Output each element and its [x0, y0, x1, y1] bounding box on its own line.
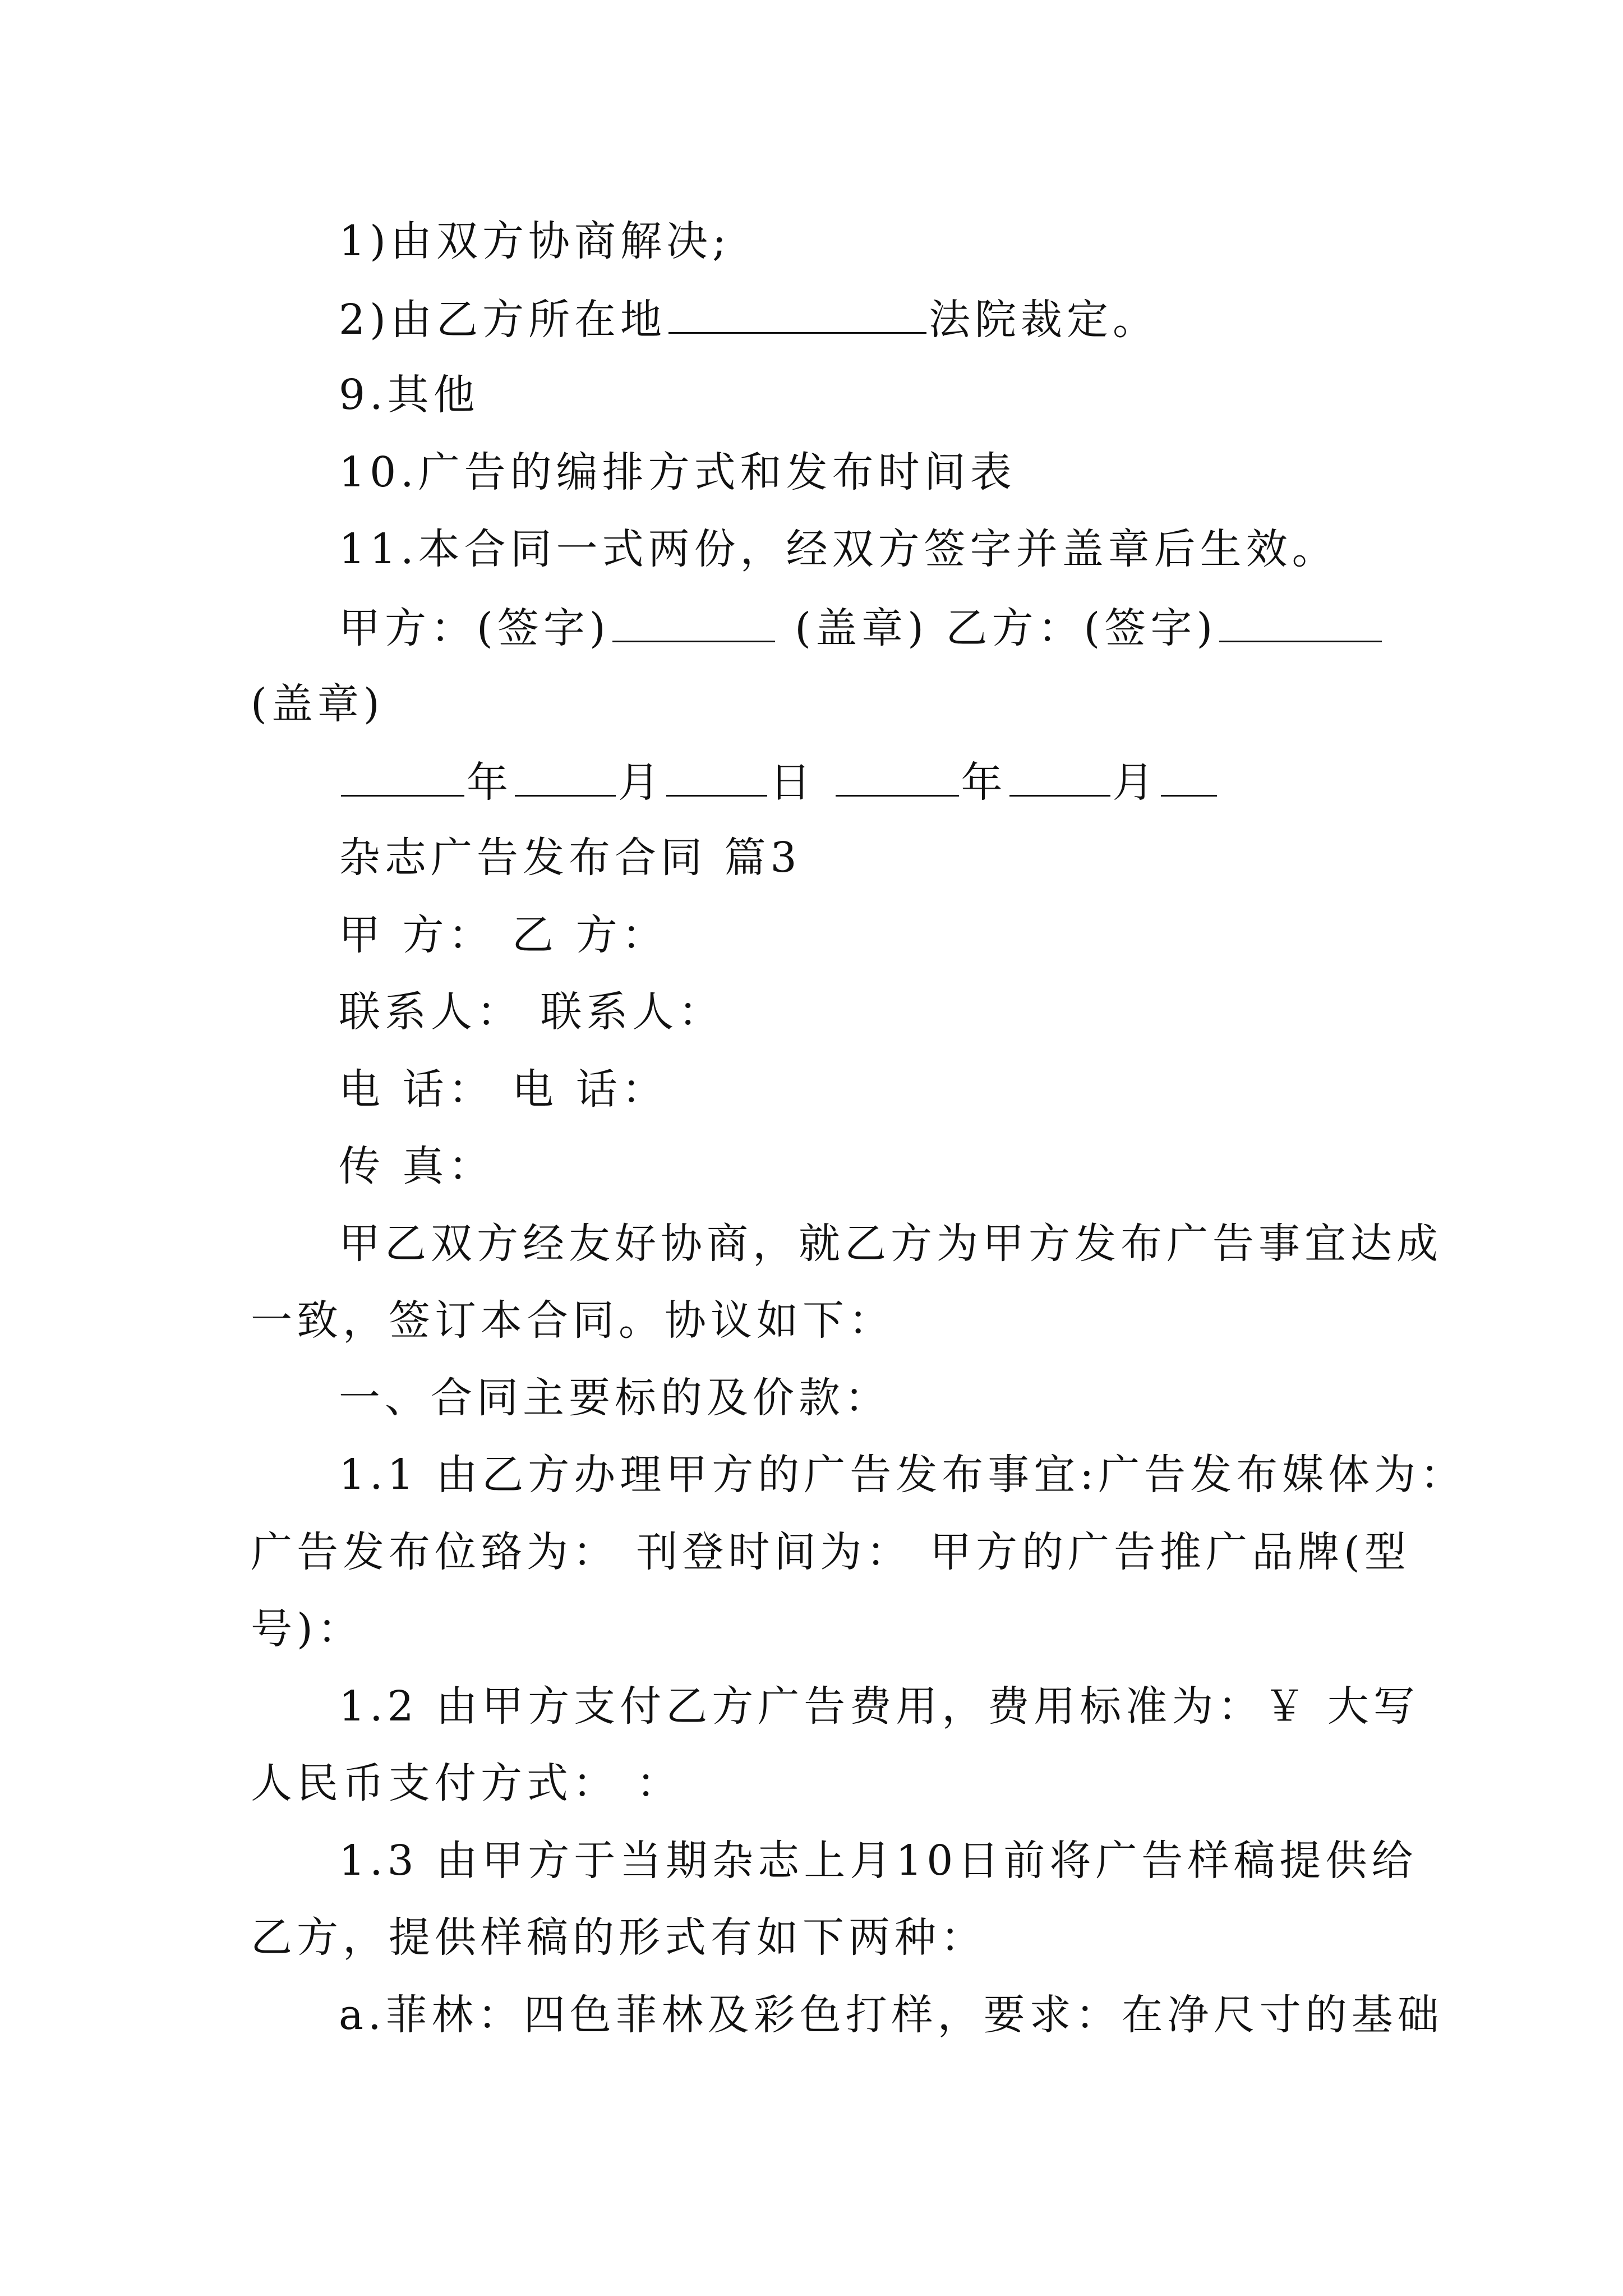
signature-label: (盖章) 乙方：(签字) [795, 604, 1218, 652]
clause-line: 1)由双方协商解决; [339, 217, 731, 265]
fill-blank [668, 297, 926, 334]
date-label: 月 [618, 758, 664, 807]
fill-blank [1009, 760, 1110, 797]
fill-blank [1219, 606, 1382, 642]
fill-blank [666, 760, 767, 797]
paragraph-line: 人民币支付方式： ： [251, 1759, 683, 1807]
paragraph-line: 号)： [251, 1605, 363, 1653]
fill-blank [836, 760, 959, 797]
date-label: 月 [1112, 758, 1159, 807]
date-label: 年 [961, 758, 1007, 807]
party-line: 电 话： 电 话： [339, 1065, 668, 1114]
party-line: 联系人： 联系人： [339, 988, 725, 1036]
paragraph-line: 1.3 由甲方于当期杂志上月10日前将广告样稿提供给 [339, 1837, 1418, 1885]
signature-label: 甲方：(签字) [339, 604, 610, 652]
section-heading: 一、合同主要标的及价款： [339, 1374, 891, 1422]
fill-blank [515, 760, 616, 797]
section-heading: 9.其他 [339, 371, 479, 419]
paragraph-line: 一致，签订本合同。协议如下： [251, 1296, 895, 1345]
fill-blank [612, 606, 775, 642]
section-heading: 10.广告的编排方式和发布时间表 [339, 448, 1016, 496]
fill-blank [341, 760, 464, 797]
clause-text: 2)由乙方所在地 [339, 296, 666, 344]
party-line: 甲 方： 乙 方： [339, 911, 668, 959]
date-label: 年 [467, 758, 513, 807]
paragraph-line: 1.2 由甲方支付乙方广告费用，费用标准为：￥ 大写 [339, 1682, 1419, 1731]
section-heading: 11.本合同一式两份，经双方签字并盖章后生效。 [339, 525, 1338, 573]
paragraph-line: a.菲林：四色菲林及彩色打样，要求：在净尺寸的基础 [339, 1991, 1444, 2039]
document-title: 杂志广告发布合同 篇3 [339, 834, 801, 882]
signature-line: (盖章) [251, 680, 384, 728]
paragraph-line: 乙方，提供样稿的形式有如下两种： [251, 1913, 986, 1962]
paragraph-line: 1.1 由乙方办理甲方的广告发布事宜:广告发布媒体为： [339, 1451, 1467, 1499]
clause-line [339, 296, 1159, 344]
clause-text: 法院裁定。 [928, 296, 1159, 344]
date-label: 日 [769, 758, 815, 807]
paragraph-line: 广告发布位臵为： 刊登时间为： 甲方的广告推广品牌(型 [251, 1528, 1410, 1576]
paragraph-line: 甲乙双方经友好协商，就乙方为甲方发布广告事宜达成 [339, 1220, 1442, 1268]
party-line: 传 真： [339, 1142, 495, 1190]
fill-blank [1161, 760, 1217, 797]
signature-line [339, 604, 1384, 652]
date-line [339, 758, 1219, 807]
